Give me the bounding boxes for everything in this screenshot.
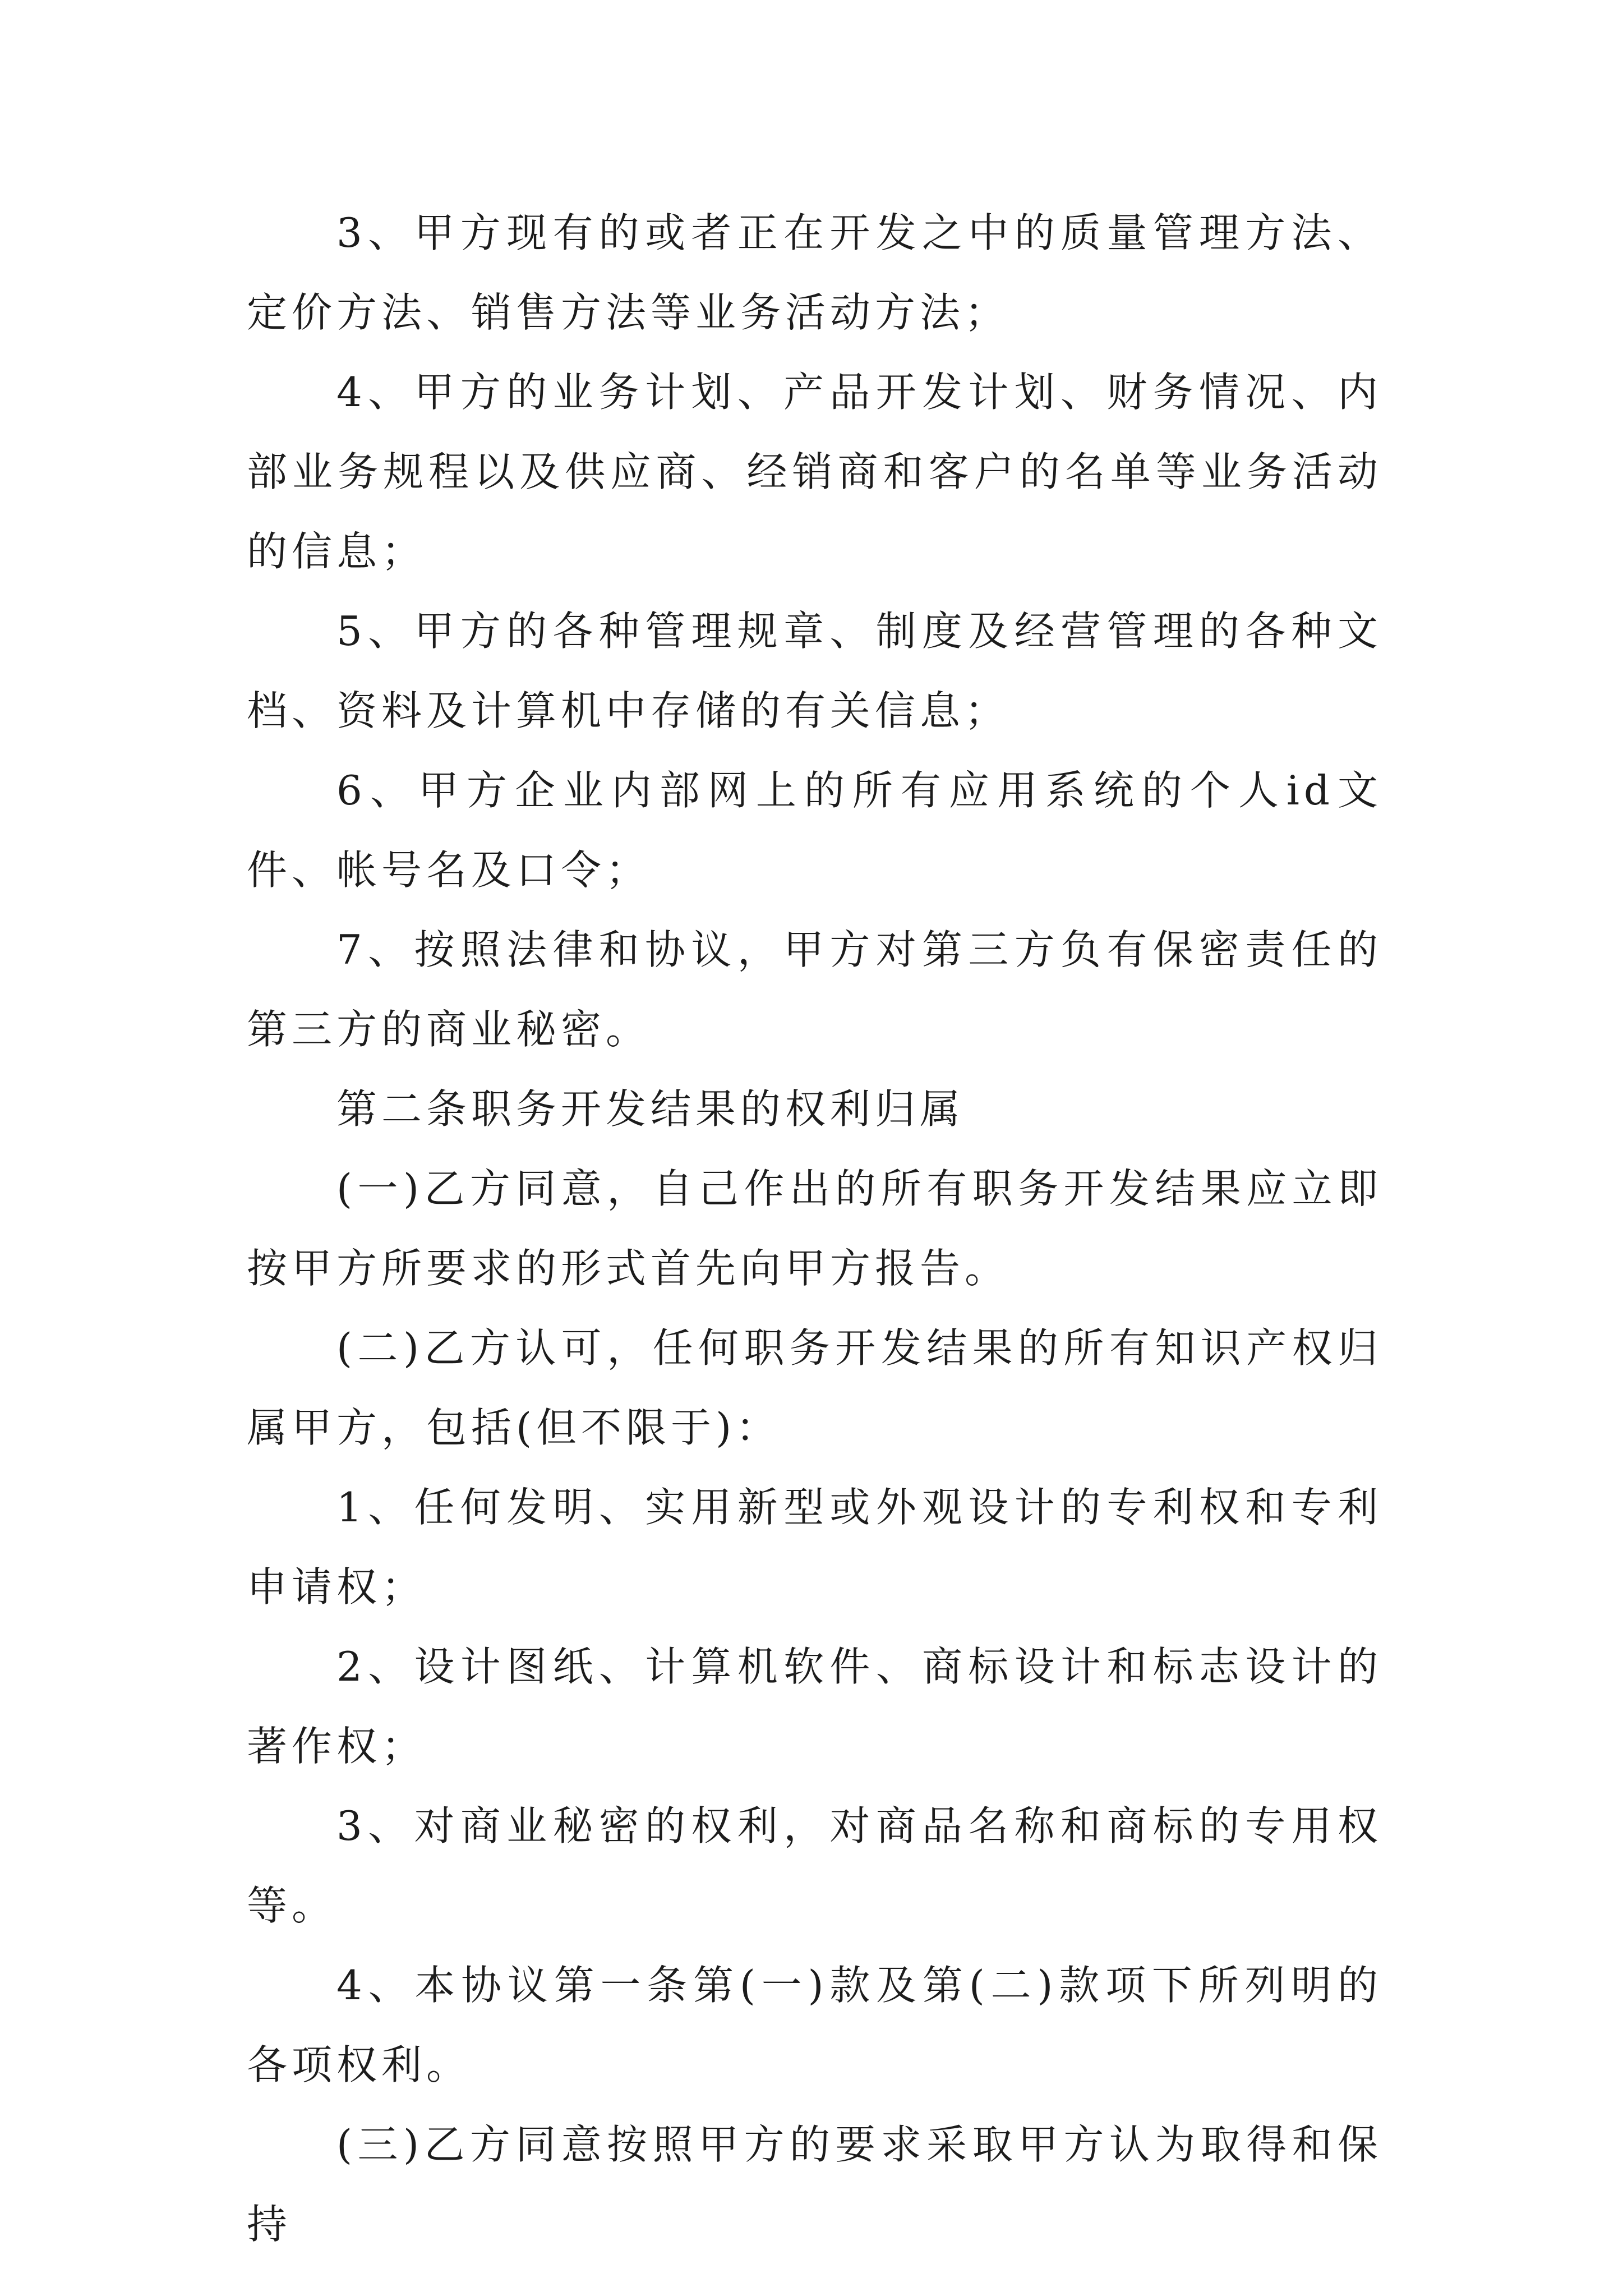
clause-two-ownership: (二)乙方认可，任何职务开发结果的所有知识产权归属甲方，包括(但不限于)：: [247, 1324, 1382, 1451]
paragraph-item-7-third-party-secrets: 7、按照法律和协议，甲方对第三方负有保密责任的第三方的商业秘密。: [247, 926, 1382, 1053]
clause-three-measures: (三)乙方同意按照甲方的要求采取甲方认为取得和保持: [247, 2121, 1382, 2248]
paragraph-item-6-accounts: 6、甲方企业内部网上的所有应用系统的个人id文件、帐号名及口令；: [247, 767, 1382, 894]
paragraph-item-5-management-docs: 5、甲方的各种管理规章、制度及经营管理的各种文档、资料及计算机中存储的有关信息；: [247, 608, 1382, 734]
clause-one-report: (一)乙方同意，自己作出的所有职务开发结果应立即按甲方所要求的形式首先向甲方报告。: [247, 1165, 1382, 1292]
document-body: [247, 193, 1382, 2264]
ownership-item-4-listed-rights: 4、本协议第一条第(一)款及第(二)款项下所列明的各项权利。: [247, 1962, 1382, 2088]
ownership-item-3-trade-secrets: 3、对商业秘密的权利，对商品名称和商标的专用权等。: [247, 1802, 1382, 1929]
article-two-heading: 第二条职务开发结果的权利归属: [336, 1085, 965, 1133]
paragraph-item-3-methods: 3、甲方现有的或者正在开发之中的质量管理方法、定价方法、销售方法等业务活动方法；: [247, 209, 1382, 336]
ownership-item-1-patents: 1、任何发明、实用新型或外观设计的专利权和专利申请权；: [247, 1484, 1382, 1611]
ownership-item-2-copyright: 2、设计图纸、计算机软件、商标设计和标志设计的著作权；: [247, 1643, 1382, 1770]
paragraph-item-4-business-info: 4、甲方的业务计划、产品开发计划、财务情况、内部业务规程以及供应商、经销商和客户的名单等业务活动的信息；: [247, 369, 1382, 575]
